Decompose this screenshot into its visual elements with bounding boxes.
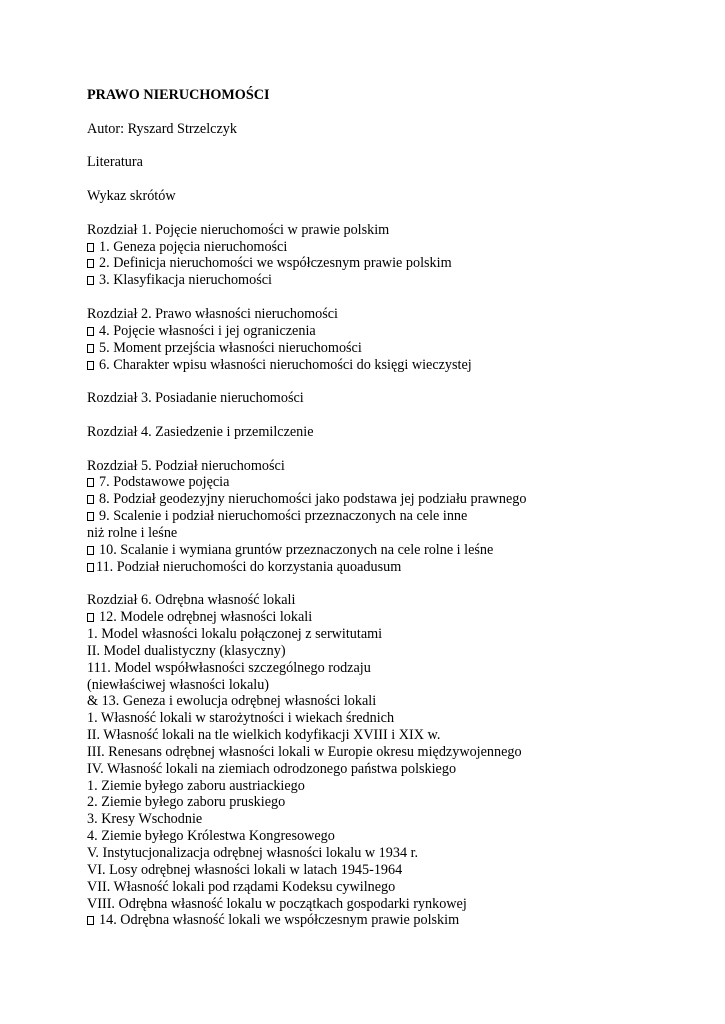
checkbox-glyph-icon (87, 512, 94, 521)
checkbox-glyph-icon (87, 916, 94, 925)
checkbox-glyph-icon (87, 613, 94, 622)
checkbox-glyph-icon (87, 276, 94, 285)
spacer (87, 407, 707, 424)
spacer (87, 289, 707, 306)
toc-item (87, 542, 707, 559)
toc-subitem: (niewłaściwej własności lokalu) (87, 676, 270, 693)
toc-item-text: 9. Scalenie i podział nieruchomości przeznaczonych na cele inne (99, 508, 468, 525)
spacer (87, 171, 707, 188)
toc-item (87, 340, 707, 357)
toc-subitem: VI. Losy odrębnej własności lokali w latach 1945-1964 (87, 861, 403, 878)
toc-item-text: 2. Definicja nieruchomości we współczesnym prawie polskim (99, 255, 452, 272)
toc-subitem: IV. Własność lokali na ziemiach odrodzonego państwa polskiego (87, 760, 457, 777)
checkbox-glyph-icon (87, 361, 94, 370)
toc-subitem: 3. Kresy Wschodnie (87, 811, 203, 828)
toc-item-continuation: niż rolne i leśne (87, 524, 178, 541)
spacer (87, 205, 707, 222)
toc-item (87, 609, 707, 626)
spacer (87, 104, 707, 121)
checkbox-glyph-icon (87, 327, 94, 336)
document-page (87, 87, 707, 929)
toc-subitem: 4. Ziemie byłego Królestwa Kongresowego (87, 828, 335, 845)
checkbox-glyph-icon (87, 478, 94, 487)
toc-item-text: 8. Podział geodezyjny nieruchomości jako podstawa jej podziału prawnego (99, 491, 527, 508)
toc-subitem: III. Renesans odrębnej własności lokali w Europie okresu międzywojennego (87, 743, 522, 760)
toc-item (87, 323, 707, 340)
toc-item (87, 272, 707, 289)
checkbox-glyph-icon (87, 259, 94, 268)
toc-subitem: 2. Ziemie byłego zaboru pruskiego (87, 794, 286, 811)
toc-subitem: 1. Model własności lokalu połączonej z serwitutami (87, 626, 383, 642)
toc-item (87, 239, 707, 256)
checkbox-glyph-icon (87, 563, 94, 572)
toc-subitem: 111. Model współwłasności szczególnego rodzaju (87, 659, 371, 676)
toc-item-text: 3. Klasyfikacja nieruchomości (99, 272, 272, 289)
toc-subitem: 1. Własność lokali w starożytności i wiekach średnich (87, 710, 395, 727)
chapter-4-heading: Rozdział 4. Zasiedzenie i przemilczenie (87, 423, 314, 440)
toc-item-text: 6. Charakter wpisu własności nieruchomości do księgi wieczystej (99, 356, 472, 373)
document-title: PRAWO NIERUCHOMOŚCI (87, 87, 270, 103)
toc-item (87, 508, 707, 525)
toc-subitem: VII. Własność lokali pod rządami Kodeksu cywilnego (87, 878, 396, 895)
toc-item-text: 14. Odrębna własność lokali we współczesnym prawie polskim (99, 912, 460, 929)
toc-item: & 13. Geneza i ewolucja odrębnej własności lokali (87, 693, 377, 710)
chapter-5-heading: Rozdział 5. Podział nieruchomości (87, 457, 285, 474)
checkbox-glyph-icon (87, 243, 94, 252)
toc-subitem: II. Własność lokali na tle wielkich kodyfikacji XVIII i XIX w. (87, 727, 441, 744)
toc-subitem: V. Instytucjonalizacja odrębnej własności lokalu w 1934 r. (87, 844, 419, 861)
checkbox-glyph-icon (87, 546, 94, 555)
toc-subitem: II. Model dualistyczny (klasyczny) (87, 642, 286, 659)
spacer (87, 373, 707, 390)
toc-item (87, 491, 707, 508)
chapter-2-heading: Rozdział 2. Prawo własności nieruchomości (87, 305, 338, 322)
spacer (87, 138, 707, 155)
spacer (87, 575, 707, 592)
toc-subitem: 1. Ziemie byłego zaboru austriackiego (87, 777, 305, 794)
toc-subitem: VIII. Odrębna własność lokalu w początkach gospodarki rynkowej (87, 895, 467, 912)
spacer (87, 441, 707, 458)
toc-item-text: 12. Modele odrębnej własności lokali (99, 609, 313, 626)
toc-item-text: 11. Podział nieruchomości do korzystania ąuoadusum (96, 558, 402, 575)
literature-heading: Literatura (87, 154, 143, 171)
abbreviations-heading: Wykaz skrótów (87, 188, 176, 205)
toc-item-text: 4. Pojęcie własności i jej ograniczenia (99, 322, 316, 339)
toc-item-text: 5. Moment przejścia własności nieruchomości (99, 339, 362, 356)
toc-item (87, 255, 707, 272)
toc-item (87, 559, 707, 576)
toc-item (87, 357, 707, 374)
toc-item (87, 474, 707, 491)
toc-item (87, 912, 707, 929)
toc-item-text: 7. Podstawowe pojęcia (99, 474, 230, 491)
checkbox-glyph-icon (87, 495, 94, 504)
toc-item-text: 10. Scalanie i wymiana gruntów przeznaczonych na cele rolne i leśne (99, 541, 494, 558)
chapter-6-heading: Rozdział 6. Odrębna własność lokali (87, 592, 296, 609)
toc-item-text: 1. Geneza pojęcia nieruchomości (99, 238, 288, 255)
chapter-1-heading: Rozdział 1. Pojęcie nieruchomości w prawie polskim (87, 221, 390, 238)
checkbox-glyph-icon (87, 344, 94, 353)
chapter-3-heading: Rozdział 3. Posiadanie nieruchomości (87, 390, 304, 407)
author-line: Autor: Ryszard Strzelczyk (87, 120, 237, 137)
